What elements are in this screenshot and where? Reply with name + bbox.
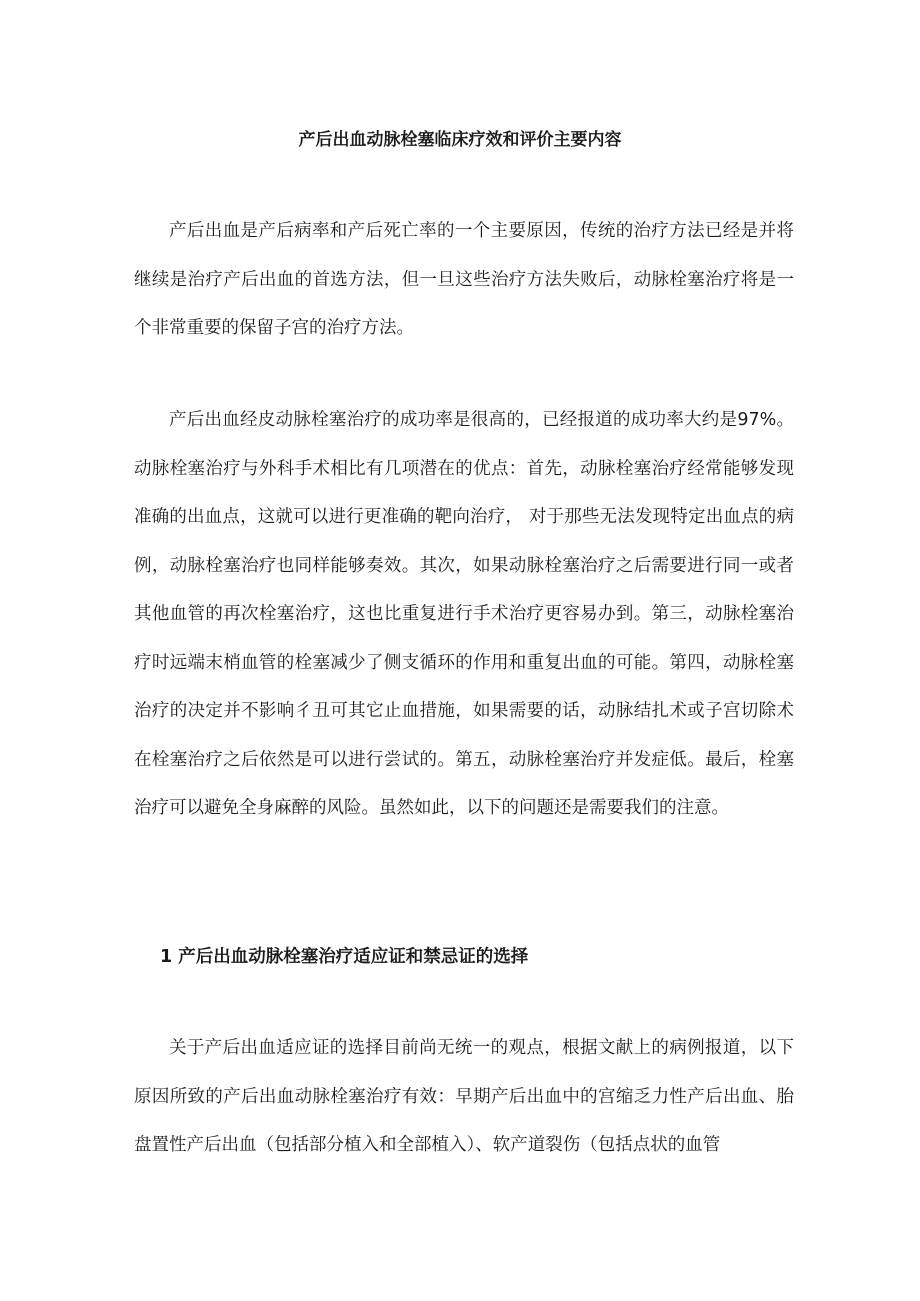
- section-heading-indications: 1 产后出血动脉栓塞治疗适应证和禁忌证的选择: [160, 947, 529, 967]
- paragraph-intro: 产后出血是产后病率和产后死亡率的一个主要原因，传统的治疗方法已经是并将继续是治疗产后出血的首选方法，但一旦这些治疗方法失败后，动脉栓塞治疗将是一个非常重要的保留子宫的治疗方法。: [134, 221, 794, 338]
- paragraph-success-rate: 产后出血经皮动脉栓塞治疗的成功率是很高的，已经报道的成功率大约是97%。动脉栓塞治疗与外科手术相比有几项潜在的优点：首先，动脉栓塞治疗经常能够发现准确的出血点，这就可以进行更准确的靶向治疗， 对于那些无法发现特定出血点的病例，动脉栓塞治疗也同样能够奏效。其次，如果动脉栓塞治疗之后需要进行同一或者其他血管的再次栓塞治疗，这也比重复进行手术治疗更容易办到。第三，动脉栓塞治疗时远端末梢血管的栓塞减少了侧支循环的作用和重复出血的可能。第四，动脉栓塞治疗的决定并不影响彳丑可其它止血措施，如果需要的话，动脉结扎术或子宫切除术在栓塞治疗之后依然是可以进行尝试的。第五，动脉栓塞治疗并发症低。最后，栓塞治疗可以避免全身麻醉的风险。虽然如此，以下的问题还是需要我们的注意。: [134, 410, 794, 818]
- document-title: 产后出血动脉栓塞临床疗效和评价主要内容: [298, 130, 622, 150]
- paragraph-indications: 关于产后出血适应证的选择目前尚无统一的观点，根据文献上的病例报道，以下原因所致的产后出血动脉栓塞治疗有效：早期产后出血中的宫缩乏力性产后出血、胎盘置性产后出血（包括部分植入和全部植入）、软产道裂伤（包括点状的血管: [134, 1038, 794, 1155]
